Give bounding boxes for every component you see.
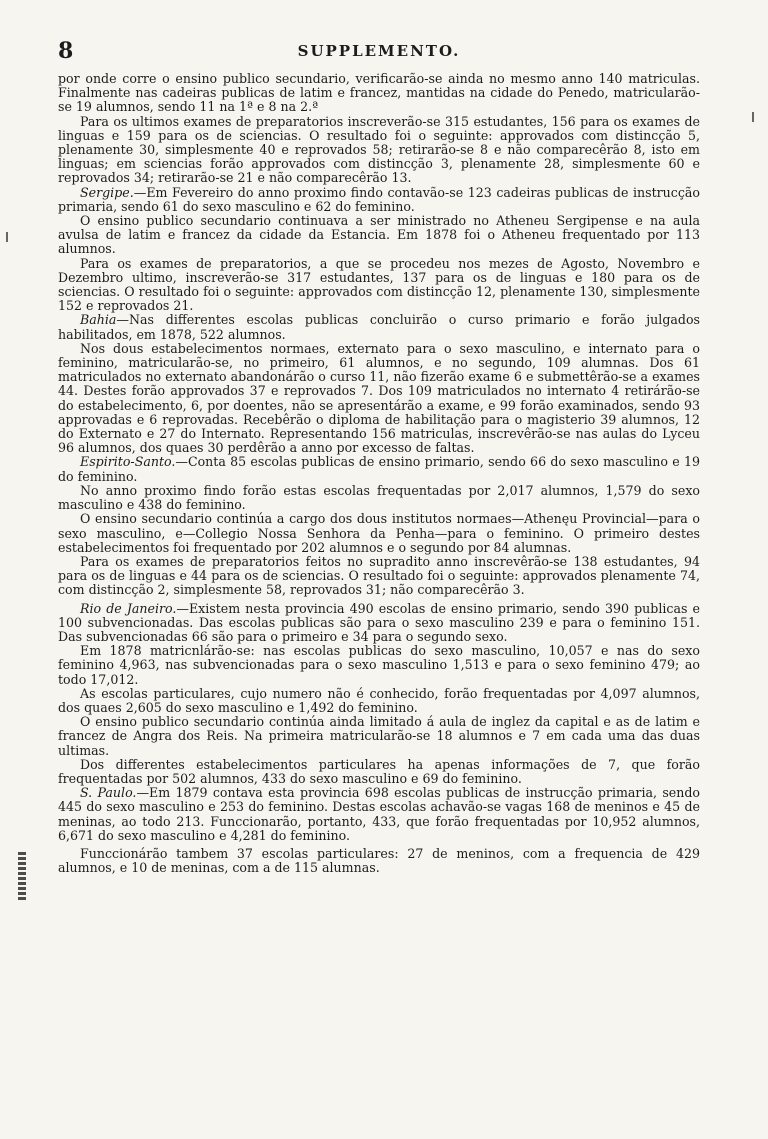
- province-name: Sergipe.: [80, 184, 134, 200]
- province-name: Espirito-Santo.: [80, 454, 176, 470]
- paragraph: O ensino publico secundario continúa ainda limitado á aula de inglez da capital e as de latim e francez de Angra dos Reis. Na primeira matricularão-se 18 alumnos e 7 em cada uma das duas ultimas.: [58, 714, 700, 758]
- paragraph: Para os ultimos exames de preparatorios inscreverão-se 315 estudantes, 156 para os exames de linguas e 159 para os de sciencias. O resultado foi o seguinte: approvados com distincção 5, plenamente 30, simplesmente 40 e reprovados 58; retirarão-se 8 e não comparecêrão 8, isto em linguas; em sciencias forão approvados com distincção 3, plenamente 28, simplesmente 60 e reprovados 34; retirarão-se 21 e não comparecêrão 13.: [58, 113, 700, 186]
- paragraph: por onde corre o ensino publico secundario, verificarão-se ainda no mesmo anno 140 matriculas. Finalmente nas cadeiras publicas de latim e francez, mantidas na cidade do Penedo, matricularão-se 19 alumnos, sendo 11 na 1ª e 8 na 2.ª: [58, 71, 700, 115]
- paragraph: Nos dous estabelecimentos normaes, externato para o sexo masculino, e internato para o feminino, matricularão-se, no primeiro, 61 alumnos, e no segundo, 109 alumnas. Dos 61 matriculados no externato abandonárão o curso 11, não fizerão exame 6 e submettêrão-se a exames 44. Destes forão approvados 37 e reprovados 7. Dos 109 matriculados no internato 4 retirárão-se do estabelecimento, 6, por doentes, não se apresentárão a exame, e 99 forão examinados, sendo 93 approvadas e 6 reprovadas. Recebêrão o diploma de habilitação para o magisterio 39 alumnos, 12 do Externato e 27 do Internato. Representando 156 matriculas, inscrevêrão-se nas aulas do Lyceu 96 alumnos, dos quaes 30 perdêrão a anno por excesso de faltas.: [58, 340, 700, 456]
- paragraph-sergipe: Sergipe.—Em Fevereiro do anno proximo findo contavão-se 123 cadeiras publicas de instrucção primaria, sendo 61 do sexo masculino e 62 do feminino.: [58, 184, 700, 214]
- paragraph: O ensino publico secundario continuava a ser ministrado no Atheneu Sergipense e na aula avulsa de latim e francez da cidade da Estancia. Em 1878 foi o Atheneu frequentado por 113 alumnos.: [58, 213, 700, 257]
- margin-binding-mark: [18, 852, 26, 902]
- paragraph: Em 1878 matricnlárão-se: nas escolas publicas do sexo masculino, 10,057 e nas do sexo feminino 4,963, nas subvencionadas para o sexo masculino 1,513 e para o sexo feminino 479; ao todo 17,012.: [58, 643, 700, 687]
- province-name: Bahia: [80, 312, 117, 328]
- running-title: SUPPLEMENTO.: [297, 42, 461, 60]
- page-body: [58, 36, 700, 875]
- province-name: S. Paulo.: [80, 785, 137, 801]
- paragraph-rio-de-janeiro: Rio de Janeiro.—Existem nesta provincia 490 escolas de ensino primario, sendo 390 publicas e 100 subvencionadas. Das escolas publicas são para o sexo masculino 239 e para o feminino 151. Das subvencionadas 66 são para o primeiro e 34 para o segundo sexo.: [58, 600, 700, 644]
- paragraph-espirito-santo: Espirito-Santo.—Conta 85 escolas publicas de ensino primario, sendo 66 do sexo masculino e 19 do feminino.: [58, 454, 700, 484]
- paragraph: As escolas particulares, cujo numero não é conhecido, forão frequentadas por 4,097 alumnos, dos quaes 2,605 do sexo masculino e 1,492 do feminino.: [58, 685, 700, 715]
- paragraph: O ensino secundario continúa a cargo dos dous institutos normaes—Athenęu Provincial—para o sexo masculino, e—Collegio Nossa Senhora da Penha—para o feminino. O primeiro destes estabelecimentos foi frequentado por 202 alumnos e o segundo por 84 alumnas.: [58, 511, 700, 555]
- paragraph: Para os exames de preparatorios, a que se procedeu nos mezes de Agosto, Novembro e Dezembro ultimo, inscreverão-se 317 estudantes, 137 para os de linguas e 180 para os de sciencias. O resultado foi o seguinte: approvados com distincção 12, plenamente 130, simplesmente 152 e reprovados 21.: [58, 255, 700, 314]
- paragraph: Para os exames de preparatorios feitos no supradito anno inscrevêrão-se 138 estudantes, 94 para os de linguas e 44 para os de sciencias. O resultado foi o seguinte: approvados plenamente 74, com distincção 2, simplesmente 58, reprovados 31; não comparecêrão 3.: [58, 553, 700, 598]
- page-header: [58, 36, 700, 72]
- province-name: Rio de Janeiro.: [80, 600, 177, 616]
- paragraph: Funccionárão tambem 37 escolas particulares: 27 de meninos, com a frequencia de 429 alumnos, e 10 de meninas, com a de 115 alumnas.: [58, 845, 700, 876]
- paragraph-sao-paulo: S. Paulo.—Em 1879 contava esta provincia 698 escolas publicas de instrucção primaria, sendo 445 do sexo masculino e 253 do feminino. Destas escolas achavão-se vagas 168 de meninos e 45 de meninas, ao todo 213. Funccionarão, portanto, 433, que forão frequentadas por 10,952 alumnos, 6,671 do sexo masculino e 4,281 do feminino.: [58, 785, 700, 843]
- page-number: 8: [58, 38, 74, 64]
- paragraph-bahia: Bahia—Nas differentes escolas publicas concluirão o curso primario e forão julgados habilitados, em 1878, 522 alumnos.: [58, 312, 700, 342]
- margin-tick: [752, 112, 754, 122]
- margin-tick: [6, 232, 8, 242]
- paragraph: Dos differentes estabelecimentos particulares ha apenas informações de 7, que forão frequentadas por 502 alumnos, 433 do sexo masculino e 69 do feminino.: [58, 756, 700, 786]
- paragraph: No anno proximo findo forão estas escolas frequentadas por 2,017 alumnos, 1,579 do sexo masculino e 438 do feminino.: [58, 482, 700, 513]
